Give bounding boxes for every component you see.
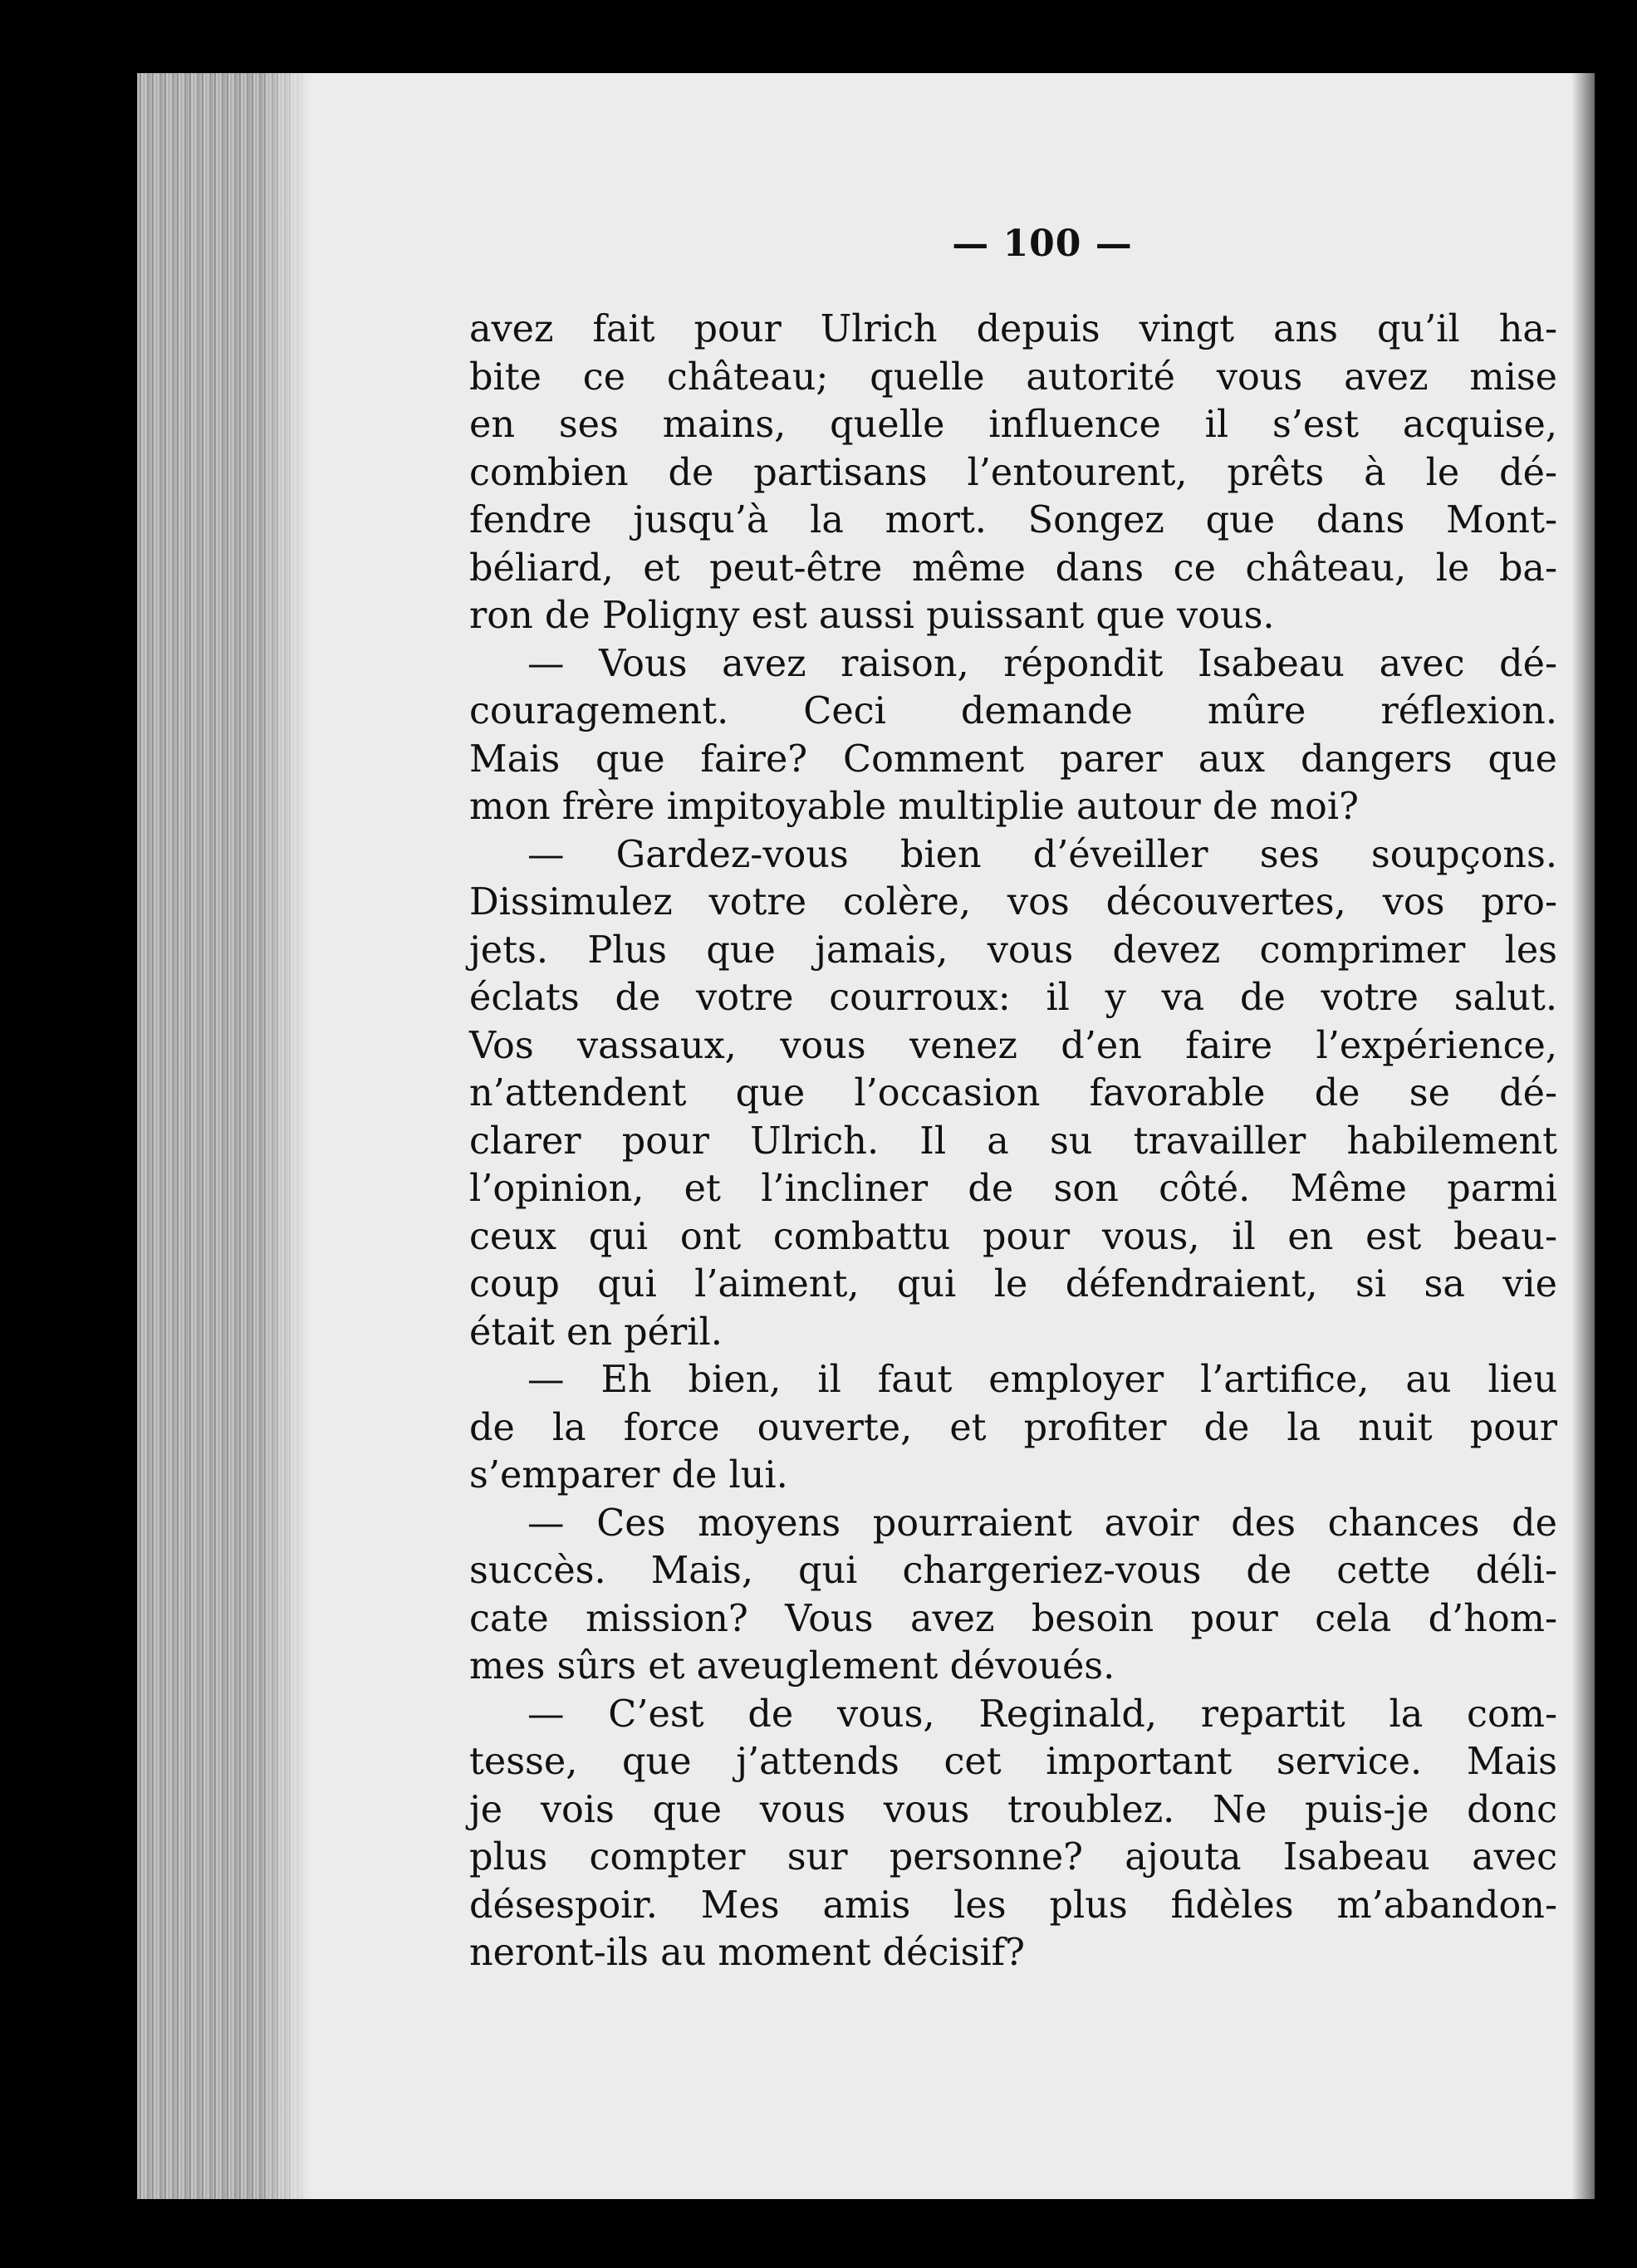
text-line: Mais que faire? Comment parer aux dangers que — [469, 737, 1557, 781]
text-line: mon frère impitoyable multiplie autour de moi? — [469, 786, 1359, 828]
text-line: était en péril. — [469, 1310, 723, 1354]
text-line: combien de partisans l’entourent, prêts à le dé- — [469, 451, 1557, 494]
page-edges — [137, 73, 311, 2199]
text-line: avez fait pour Ulrich depuis vingt ans qu’il ha- — [469, 308, 1557, 350]
text-line: — Eh bien, il faut employer l’artifice, au lieu — [527, 1359, 1557, 1401]
text-line: coup qui l’aiment, qui le défendraient, si sa vie — [469, 1263, 1557, 1305]
text-line: béliard, et peut-être même dans ce château, le ba- — [469, 546, 1557, 590]
text-line: n’attendent que l’occasion favorable de se dé- — [469, 1072, 1557, 1114]
text-line: bite ce château; quelle autorité vous avez mise — [469, 355, 1557, 399]
text-line: clarer pour Ulrich. Il a su travailler habilement — [469, 1119, 1557, 1163]
text-line: — Vous avez raison, répondit Isabeau avec dé- — [527, 642, 1557, 685]
text-line: s’emparer de lui. — [469, 1454, 788, 1496]
page-number: — 100 — — [952, 223, 1133, 265]
text-line: — Gardez-vous bien d’éveiller ses soupçons. — [527, 833, 1557, 876]
text-line: tesse, que j’attends cet important service. Mais — [469, 1741, 1557, 1783]
page-shadow — [1571, 73, 1595, 2199]
text-line: ron de Poligny est aussi puissant que vous. — [469, 595, 1275, 637]
text-line: — Ces moyens pourraient avoir des chances de — [527, 1501, 1557, 1545]
text-line: cate mission? Vous avez besoin pour cela d’hom- — [469, 1597, 1557, 1640]
text-line: Vos vassaux, vous venez d’en faire l’expérience, — [469, 1024, 1557, 1067]
body-text — [469, 306, 1557, 1977]
text-line: l’opinion, et l’incliner de son côté. Même parmi — [469, 1168, 1557, 1210]
text-line: mes sûrs et aveuglement dévoués. — [469, 1645, 1115, 1688]
text-line: désespoir. Mes amis les plus fidèles m’abandon- — [469, 1883, 1557, 1927]
text-line: en ses mains, quelle influence il s’est acquise, — [469, 404, 1557, 446]
text-line: succès. Mais, qui chargeriez-vous de cette déli- — [469, 1550, 1557, 1592]
text-line: couragement. Ceci demande mûre réflexion. — [469, 690, 1557, 732]
book-page — [137, 73, 1595, 2199]
text-line: plus compter sur personne? ajouta Isabeau avec — [469, 1836, 1557, 1879]
text-line: jets. Plus que jamais, vous devez comprimer les — [469, 928, 1557, 972]
text-line: — C’est de vous, Reginald, repartit la com- — [527, 1692, 1557, 1736]
text-line: ceux qui ont combattu pour vous, il en est beau- — [469, 1215, 1557, 1258]
text-line: fendre jusqu’à la mort. Songez que dans Mont- — [469, 499, 1557, 541]
text-line: neront-ils au moment décisif? — [469, 1932, 1025, 1974]
text-line: éclats de votre courroux: il y va de votre salut. — [469, 977, 1557, 1019]
text-line: Dissimulez votre colère, vos découvertes, vos pro- — [469, 881, 1557, 923]
text-line: je vois que vous vous troublez. Ne puis-je donc — [469, 1788, 1557, 1831]
text-line: de la force ouverte, et profiter de la nuit pour — [469, 1406, 1557, 1449]
